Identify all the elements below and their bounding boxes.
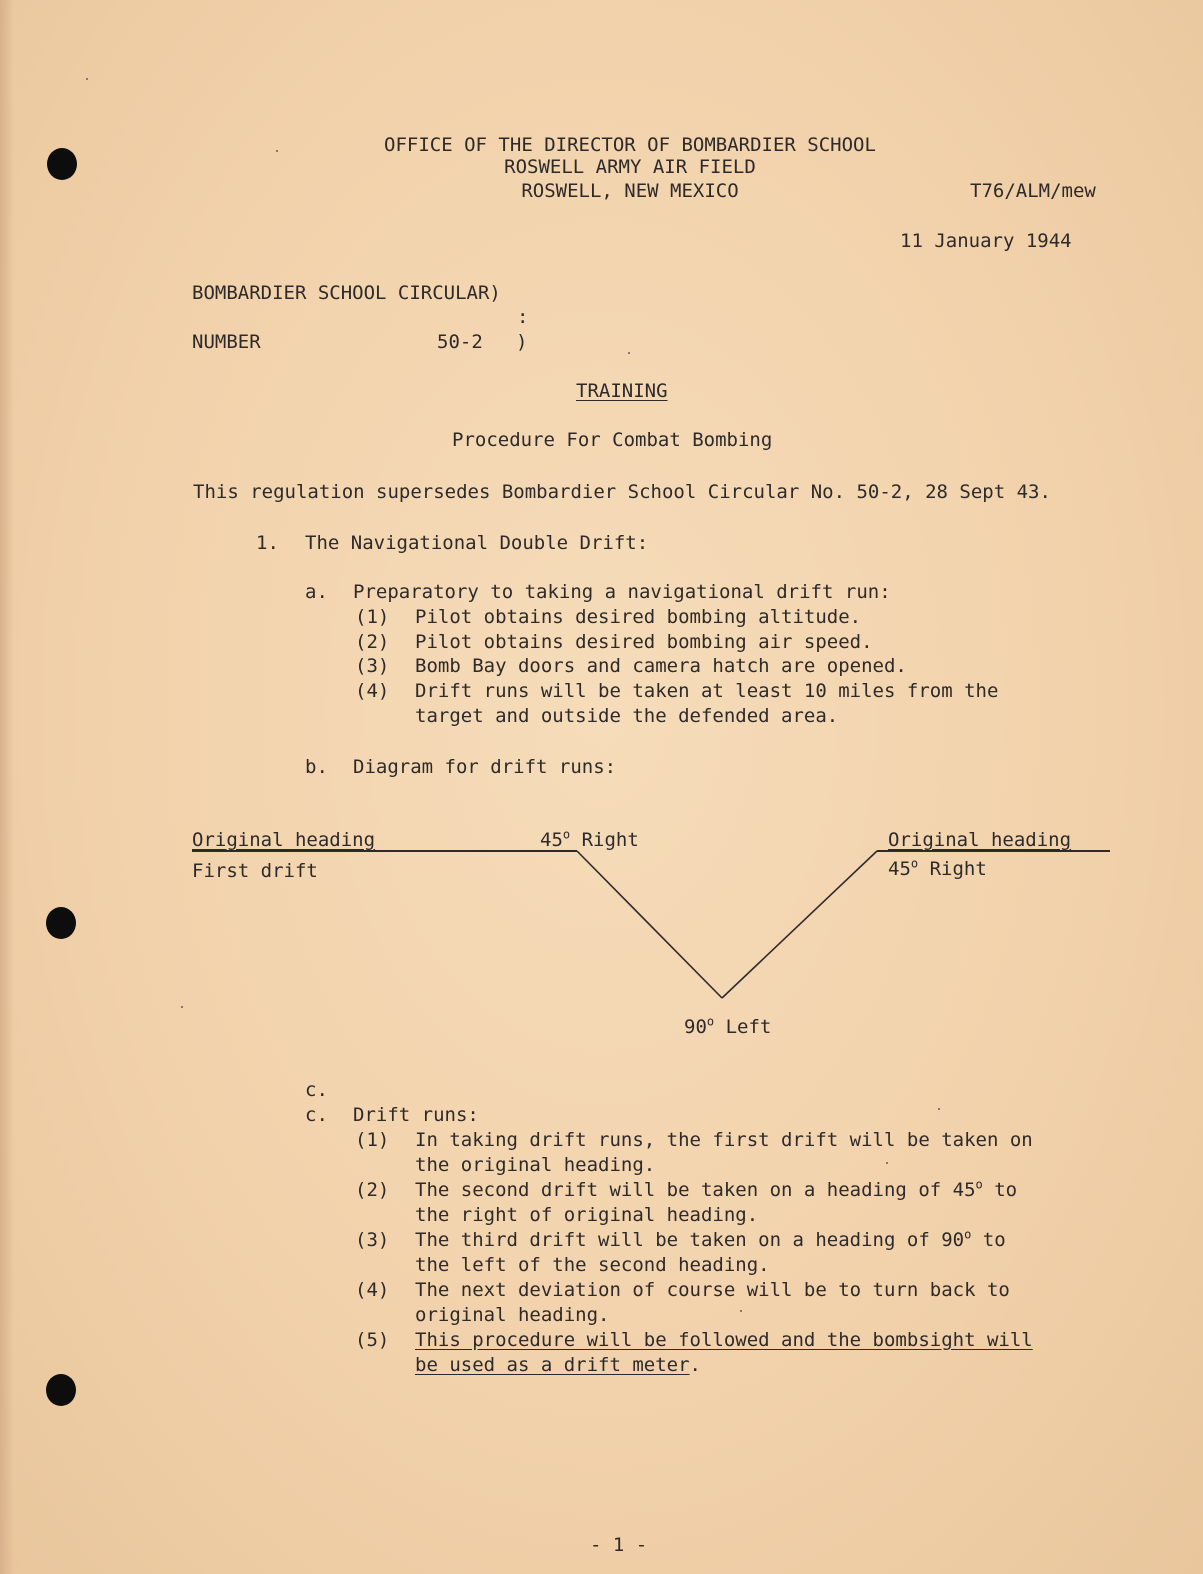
item-b-letter: b. [305,756,328,778]
item-c-step-text-cont: the left of the second heading. [415,1254,770,1276]
page-number: - 1 - [590,1534,648,1556]
item-a-step-text: Pilot obtains desired bombing altitude. [415,606,862,628]
section-1-title: The Navigational Double Drift: [305,532,649,554]
item-a-text: Preparatory to taking a navigational drift run: [353,581,891,603]
circular-paren: ) [516,331,528,353]
item-a-step-text: Bomb Bay doors and camera hatch are opened. [415,655,907,677]
diagram-45-right-a: 45$^o$ Right [540,827,639,851]
circular-colon: : [517,306,529,328]
header-line-2: ROSWELL ARMY AIR FIELD [504,156,756,178]
section-1-number: 1. [256,532,279,554]
supersedes-date: 28 Sept 43 [925,481,1040,503]
item-c-step-text-cont: the original heading. [415,1154,656,1176]
diagram-90-left: 90$^o$ Left [684,1014,772,1038]
paper-speck [628,352,630,354]
paper-speck [181,1006,183,1008]
item-a-step-text: Pilot obtains desired bombing air speed. [415,631,873,653]
item-a-letter: a. [305,581,328,603]
header-line-1: OFFICE OF THE DIRECTOR OF BOMBARDIER SCHOOL [384,134,876,156]
item-a-step-num: (2) [355,631,390,653]
item-a-step-text: Drift runs will be taken at least 10 miles from the [415,680,999,702]
circular-number: 50-2 [437,331,483,353]
header-line-3: ROSWELL, NEW MEXICO [521,180,739,202]
supersedes-text: This regulation supersedes Bombardier School Circular No. 50-2, [193,481,914,503]
diagram-original-heading-left: Original heading [192,829,376,851]
subject-heading: TRAINING [576,380,668,402]
item-c-step-text: This procedure will be followed and the bombsight will [415,1329,1033,1351]
item-c-step-text-cont: the right of original heading. [415,1204,759,1226]
item-c-text: Drift runs: [353,1104,479,1126]
item-c-step-num: (1) [355,1129,390,1151]
item-c-step-num: (5) [355,1329,390,1351]
item-c-step-text: In taking drift runs, the first drift will be taken on [415,1129,1033,1151]
item-c-step-num: (4) [355,1279,390,1301]
circular-label: BOMBARDIER SCHOOL CIRCULAR) [192,282,501,304]
diagram-first-drift: First drift [192,860,318,882]
reference-code: T76/ALM/mew [970,180,1096,202]
left-90-leg [722,851,877,998]
item-c-step-text-cont: original heading. [415,1304,610,1326]
item-c-step-text: The third drift will be taken on a heading of 90$^o$ to [415,1227,1006,1251]
document-date: 11 January 1944 [900,230,1072,252]
paper-speck [938,1108,940,1110]
paper-speck [276,150,278,152]
right-45-leg [577,851,722,998]
item-c-step-text: The next deviation of course will be to turn back to [415,1279,1010,1301]
item-b-text: Diagram for drift runs: [353,756,617,778]
paper-speck [740,1310,742,1312]
item-a-step-num: (1) [355,606,390,628]
item-a-step-text-cont: target and outside the defended area. [415,705,839,727]
supersedes-end: . [1039,481,1051,503]
item-a-step-num: (4) [355,680,390,702]
diagram-45-right-b: 45$^o$ Right [888,856,987,880]
number-label: NUMBER [192,331,261,353]
subject-title: Procedure For Combat Bombing [452,429,773,451]
item-c-step-text-cont: be used as a drift meter. [415,1354,701,1376]
item-c-stray-letter: c. [305,1079,328,1101]
item-c-step-num: (3) [355,1229,390,1251]
item-c-step-num: (2) [355,1179,390,1201]
item-c-letter: c. [305,1104,328,1126]
item-c-step-text: The second drift will be taken on a heading of 45$^o$ to [415,1177,1018,1201]
paper-speck [886,1162,888,1164]
paper-speck [86,78,88,80]
item-a-step-num: (3) [355,655,390,677]
diagram-original-heading-right: Original heading [888,829,1072,851]
